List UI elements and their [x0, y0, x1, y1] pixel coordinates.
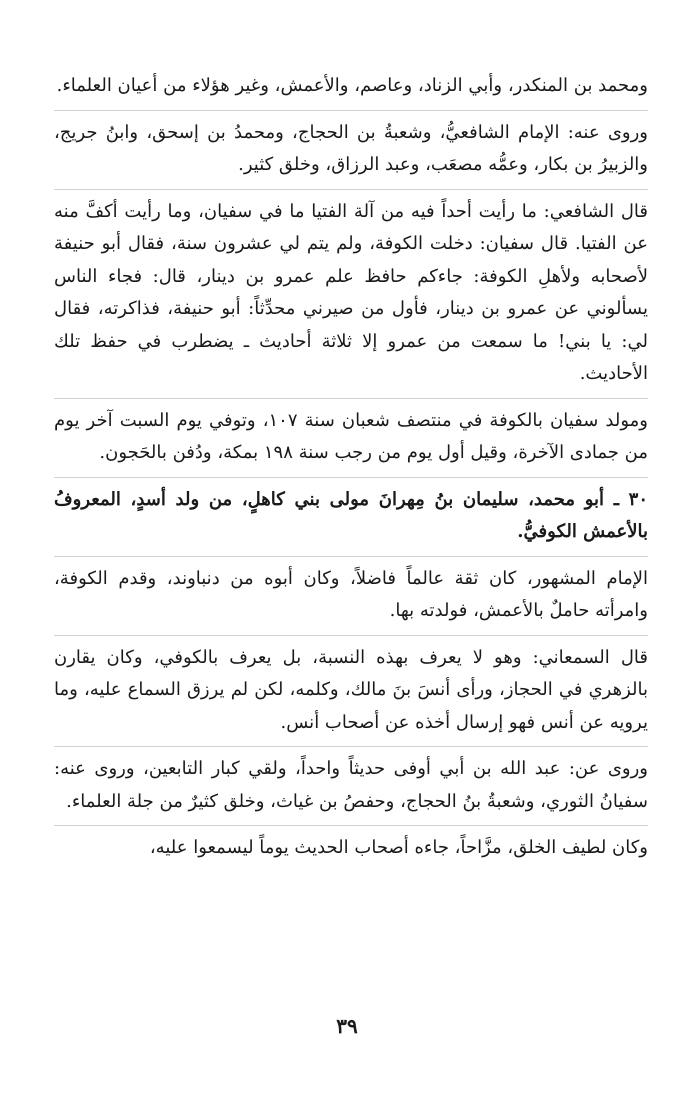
paragraph-imam-description: الإمام المشهور، كان ثقة عالماً فاضلاً، وكان أبوه من دنباوند، وقدم الكوفة، وامرأته حاملٌ بالأعمش، فولدته بها. [54, 556, 648, 628]
entry-heading-al-amash: ٣٠ ـ أبو محمد، سليمان بنُ مِهرانَ مولى بني كاهلٍ، من ولد أسدٍ، المعروفُ بالأعمش الكوفيُّ. [54, 477, 648, 549]
paragraph-shafii-quote: قال الشافعي: ما رأيت أحداً فيه من آلة الفتيا ما في سفيان، وما رأيت أكفَّ منه عن الفتيا. قال سفيان: دخلت الكوفة، ولم يتم لي عشرون سنة، فقال أبو حنيفة لأصحابه ولأهلِ الكوفة: جاءكم حافظ علم عمرو بن دينار، قال: فجاء الناس يسألوني عن عمرو بن دينار، فأول من صيرني محدِّثاً: أبو حنيفة، فذاكرته، فقال لي: يا بني! ما سمعت من عمرو إلا ثلاثة أحاديث ـ يضطرب في حفظ تلك الأحاديث. [54, 189, 648, 391]
paragraph-narrators-from-sufyan: وروى عنه: الإمام الشافعيُّ، وشعبةُ بن الحجاج، ومحمدُ بن إسحق، وابنُ جريج، والزبيرُ بن بكار، وعمُّه مصعَب، وعبد الرزاق، وخلق كثير. [54, 110, 648, 182]
page-number: ٣٩ [336, 1014, 358, 1038]
paragraph-character: وكان لطيف الخلق، مزَّاحاً، جاءه أصحاب الحديث يوماً ليسمعوا عليه، [54, 825, 648, 865]
paragraph-teachers-list: ومحمد بن المنكدر، وأبي الزناد، وعاصم، والأعمش، وغير هؤلاء من أعيان العلماء. [56, 75, 648, 96]
paragraph-samani-quote: قال السمعاني: وهو لا يعرف بهذه النسبة، بل يعرف بالكوفي، وكان يقارن بالزهري في الحجاز، ورأى أنسَ بنَ مالك، وكلمه، لكن لم يرزق السماع عليه، وما يرويه عن أنس فهو إرسال أخذه عن أصحاب أنس. [54, 635, 648, 740]
paragraph-birth-death: ومولد سفيان بالكوفة في منتصف شعبان سنة ١٠٧، وتوفي يوم السبت آخر يوم من جمادى الآخرة، وقيل أول يوم من رجب سنة ١٩٨ بمكة، ودُفن بالحَجون. [54, 398, 648, 470]
paragraph-narrations: وروى عن: عبد الله بن أبي أوفى حديثاً واحداً، ولقي كبار التابعين، وروى عنه: سفيانُ الثوري، وشعبةُ بنُ الحجاج، وحفصُ بن غياث، وخلق كثيرٌ من جلة العلماء. [54, 746, 648, 818]
